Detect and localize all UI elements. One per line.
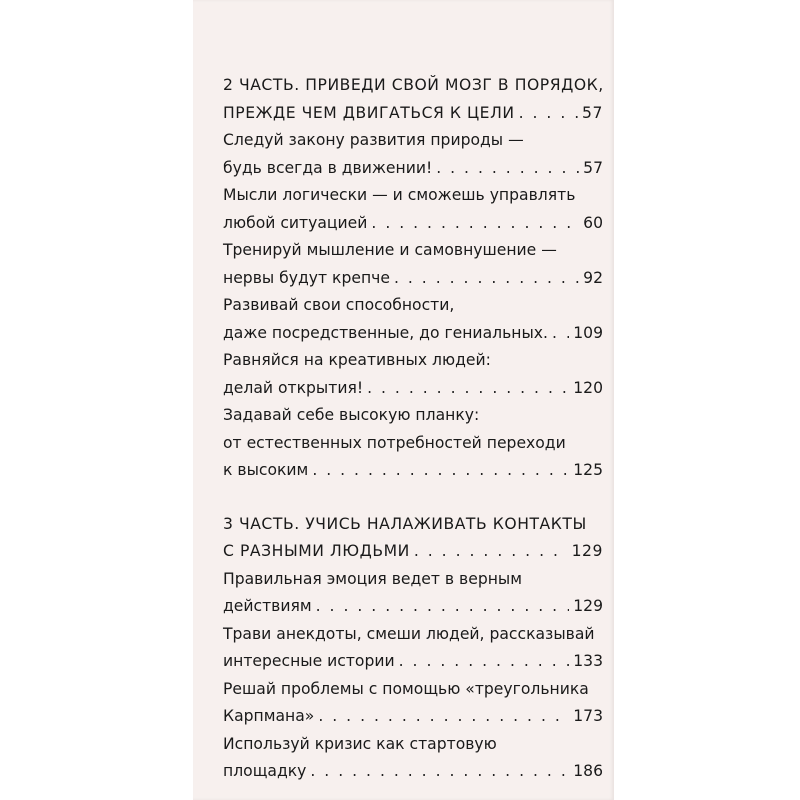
- dot-leader: [519, 100, 578, 128]
- heading-line: С РАЗНЫМИ ЛЮДЬМИ: [223, 542, 410, 560]
- entry-line: любой ситуацией: [223, 213, 368, 232]
- entry-line-last: [223, 155, 603, 183]
- entry-line: Карпмана»: [223, 707, 315, 725]
- entry-line-last: [223, 320, 603, 348]
- entry-line-last: [223, 210, 603, 238]
- heading-line-last: [223, 100, 603, 128]
- page-number: 109: [573, 323, 603, 342]
- toc-entry: [223, 347, 603, 402]
- entry-line: Решай проблемы с помощью «треугольника: [223, 679, 589, 698]
- dot-leader: [399, 648, 570, 676]
- page-number: 133: [573, 652, 603, 670]
- dot-leader: [367, 375, 569, 403]
- entry-line: Равняйся на креативных людей:: [223, 351, 491, 369]
- toc-section-part-3: [223, 511, 603, 786]
- dot-leader: [414, 538, 568, 566]
- entry-line: Развивай свои способности,: [223, 296, 455, 314]
- entry-line: Мысли логически — и сможешь управлять: [223, 186, 576, 204]
- entry-line: Правильная эмоция ведет в верным: [223, 569, 522, 588]
- page-number: 186: [573, 762, 603, 780]
- dot-leader: [436, 155, 579, 183]
- entry-line-last: [223, 703, 603, 731]
- entry-line: Следуй закону развития природы —: [223, 131, 524, 149]
- dot-leader: [371, 210, 579, 238]
- entry-line: Используй кризис как стартовую: [223, 734, 497, 753]
- toc-entry: [223, 566, 603, 621]
- entry-line: площадку: [223, 762, 307, 780]
- entry-line: к высоким: [223, 461, 309, 479]
- page-number: 57: [583, 158, 603, 177]
- entry-line: Задавай себе высокую планку:: [223, 406, 480, 424]
- entry-line: Трави анекдоты, смеши людей, рассказывай: [223, 624, 595, 643]
- toc-entry: [223, 182, 603, 237]
- section-heading: [223, 511, 603, 566]
- heading-line: 3 ЧАСТЬ. УЧИСЬ НАЛАЖИВАТЬ КОНТАКТЫ: [223, 514, 587, 533]
- entry-line: будь всегда в движении!: [223, 158, 433, 177]
- page-number: 125: [573, 461, 603, 479]
- heading-line: ПРЕЖДЕ ЧЕМ ДВИГАТЬСЯ К ЦЕЛИ: [223, 103, 515, 122]
- toc-entry: [223, 127, 603, 182]
- page-number: 129: [573, 597, 603, 615]
- toc-entry: [223, 402, 603, 485]
- entry-line-last: [223, 375, 603, 403]
- table-of-contents: [223, 72, 603, 786]
- section-heading: [223, 72, 603, 127]
- dot-leader: [316, 593, 570, 621]
- toc-entry: [223, 621, 603, 676]
- page-number: 173: [573, 707, 603, 725]
- entry-line: интересные истории: [223, 652, 395, 670]
- entry-line: Тренируй мышление и самовнушение —: [223, 241, 557, 259]
- dot-leader: [310, 758, 569, 786]
- entry-line: действиям: [223, 597, 312, 615]
- entry-line-last: [223, 593, 603, 621]
- dot-leader: [318, 703, 569, 731]
- heading-line: 2 ЧАСТЬ. ПРИВЕДИ СВОЙ МОЗГ В ПОРЯДОК,: [223, 76, 604, 94]
- entry-line: даже посредственные, до гениальных.: [223, 323, 548, 342]
- page-number: 60: [583, 213, 603, 232]
- entry-line: нервы будут крепче: [223, 268, 390, 287]
- toc-entry: [223, 676, 603, 731]
- toc-entry: [223, 292, 603, 347]
- page-number: 92: [583, 268, 603, 287]
- toc-entry: [223, 731, 603, 786]
- dot-leader: [394, 265, 579, 293]
- toc-entry: [223, 237, 603, 292]
- page-number: 57: [582, 103, 603, 122]
- page-number: 120: [573, 378, 603, 397]
- dot-leader: [312, 457, 569, 485]
- entry-line-last: [223, 457, 603, 485]
- heading-line-last: [223, 538, 603, 566]
- dot-leader: [552, 320, 569, 348]
- toc-section-part-2: [223, 72, 603, 485]
- entry-line-last: [223, 758, 603, 786]
- entry-line: от естественных потребностей переходи: [223, 433, 566, 452]
- entry-line-last: [223, 265, 603, 293]
- page-number: 129: [571, 542, 603, 560]
- book-page: [193, 0, 614, 800]
- entry-line-last: [223, 648, 603, 676]
- entry-line: делай открытия!: [223, 378, 364, 397]
